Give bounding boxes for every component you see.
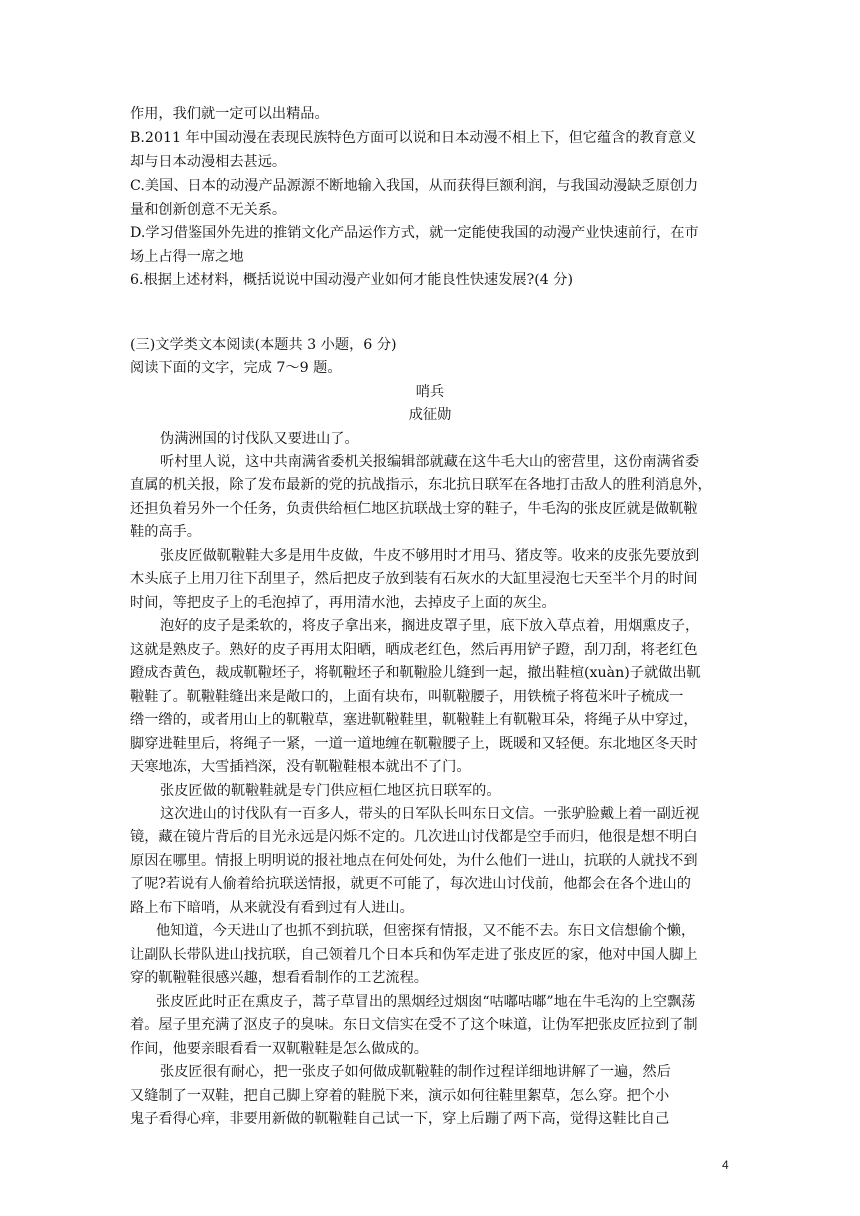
paragraph-line: 听村里人说，这中共南满省委机关报编辑部就藏在这牛毛大山的密营里，这份南满省委: [160, 454, 700, 470]
paragraph-line: 天寒地冻，大雪插裆深，没有靰鞡鞋根本就出不了门。: [130, 759, 471, 775]
option-d-line-1: D.学习借鉴国外先进的推销文化产品运作方式，就一定能使我国的动漫产业快速前行，在市: [130, 225, 699, 241]
paragraph-line: 伪满洲国的讨伐队又要进山了。: [160, 431, 359, 447]
paragraph-line: 路上布下暗哨，从来就没有看到过有人进山。: [130, 900, 414, 916]
paragraph-line: 鞡鞋了。靰鞡鞋缝出来是敞口的，上面有块布，叫靰鞡腰子，用铁梳子将苞米叶子梳成一: [130, 689, 684, 705]
option-c-line-2: 量和创新创意不无关系。: [130, 202, 287, 218]
option-b-line-1: B.2011 年中国动漫在表现民族特色方面可以说和日本动漫不相上下，但它蕴含的教育意义: [130, 130, 697, 146]
paragraph-line: 木头底子上用刀往下刮里子，然后把皮子放到装有石灰水的大缸里浸泡七天至半个月的时间: [130, 571, 698, 587]
paragraph-line: 这就是熟皮子。熟好的皮子再用太阳晒，晒成老红色，然后再用铲子蹬，刮刀刮，将老红色: [130, 642, 698, 658]
paragraph-line: 泡好的皮子是柔软的，将皮子拿出来，搁进皮罩子里，底下放入草点着，用烟熏皮子，: [160, 618, 700, 634]
paragraph-line: 了呢?若说有人偷着给抗联送情报，就更不可能了，每次进山讨伐前，他都会在各个进山的: [130, 876, 691, 892]
option-a-end: 作用，我们就一定可以出精品。: [130, 106, 329, 122]
page-number: 4: [722, 1158, 729, 1172]
paragraph-line: 脚穿进鞋里后，将绳子一紧，一道一道地缠在靰鞡腰子上，既暖和又轻便。东北地区冬天时: [130, 736, 698, 752]
paragraph-line: 作间，他要亲眼看看一双靰鞡鞋是怎么做成的。: [130, 1041, 428, 1057]
paragraph-line: 他知道，今天进山了也抓不到抗联，但密探有情报，又不能不去。东日文信想偷个懒，: [156, 923, 696, 939]
paragraph-line: 又缝制了一双鞋，把自己脚上穿着的鞋脱下来，演示如何往鞋里絮草，怎么穿。把个小: [130, 1088, 670, 1104]
paragraph-line: 还担负着另外一个任务，负责供给桓仁地区抗联战士穿的鞋子，牛毛沟的张皮匠就是做靰鞡: [130, 501, 698, 517]
paragraph-line: 蹬成杏黄色，裁成靰鞡坯子，将靰鞡坯子和靰鞡脸儿缝到一起，撤出鞋楦(xuàn)子就做出靰: [130, 665, 701, 681]
paragraph-line: 时间，等把皮子上的毛泡掉了，再用清水池，去掉皮子上面的灰尘。: [130, 595, 556, 611]
paragraph-line: 鞋的高手。: [130, 524, 201, 540]
section-heading: (三)文学类文本阅读(本题共 3 小题，6 分): [130, 337, 397, 353]
option-d-line-2: 场上占得一席之地: [130, 249, 244, 265]
paragraph-line: 原因在哪里。情报上明明说的报社地点在何处何处，为什么他们一进山，抗联的人就找不到: [130, 853, 698, 869]
paragraph-line: 着。屋子里充满了沤皮子的臭味。东日文信实在受不了这个味道，让伪军把张皮匠拉到了制: [130, 1017, 698, 1033]
paragraph-line: 张皮匠很有耐心，把一张皮子如何做成靰鞡鞋的制作过程详细地讲解了一遍，然后: [160, 1064, 671, 1080]
paragraph-line: 鬼子看得心痒，非要用新做的靰鞡鞋自己试一下，穿上后蹦了两下高，觉得这鞋比自己: [130, 1111, 670, 1127]
paragraph-line: 张皮匠此时正在熏皮子，蒿子草冒出的黑烟经过烟囱“咕嘟咕嘟”地在牛毛沟的上空飘荡: [156, 994, 696, 1010]
option-c-line-1: C.美国、日本的动漫产品源源不断地输入我国，从而获得巨额利润，与我国动漫缺乏原创力: [130, 178, 699, 194]
paragraph-line: 直属的机关报，除了发布最新的党的抗战指示，东北抗日联军在各地打击敌人的胜利消息外，: [130, 477, 712, 493]
paragraph-line: 这次进山的讨伐队有一百多人，带头的日军队长叫东日文信。一张驴脸戴上着一副近视: [160, 806, 700, 822]
option-b-line-2: 却与日本动漫相去甚远。: [130, 154, 287, 170]
paragraph-line: 张皮匠做靰鞡鞋大多是用牛皮做，牛皮不够用时才用马、猪皮等。收来的皮张先要放到: [160, 548, 700, 564]
section-instruction: 阅读下面的文字，完成 7～9 题。: [130, 360, 342, 376]
paragraph-line: 镜，藏在镜片背后的目光永远是闪烁不定的。几次进山讨伐都是空手而归，他很是想不明白: [130, 829, 698, 845]
paragraph-line: 绺一绺的，或者用山上的靰鞡草，塞进靰鞡鞋里，靰鞡鞋上有靰鞡耳朵，将绳子从中穿过，: [130, 712, 698, 728]
question-6: 6.根据上述材料，概括说说中国动漫产业如何才能良性快速发展?(4 分): [130, 272, 574, 288]
story-author: 成征勋: [408, 407, 452, 423]
story-title: 哨兵: [415, 384, 445, 400]
paragraph-line: 穿的靰鞡鞋很感兴趣，想看看制作的工艺流程。: [130, 970, 428, 986]
paragraph-line: 让副队长带队进山找抗联，自己领着几个日本兵和伪军走进了张皮匠的家，他对中国人脚上: [130, 947, 698, 963]
paragraph-line: 张皮匠做的靰鞡鞋就是专门供应桓仁地区抗日联军的。: [160, 783, 501, 799]
